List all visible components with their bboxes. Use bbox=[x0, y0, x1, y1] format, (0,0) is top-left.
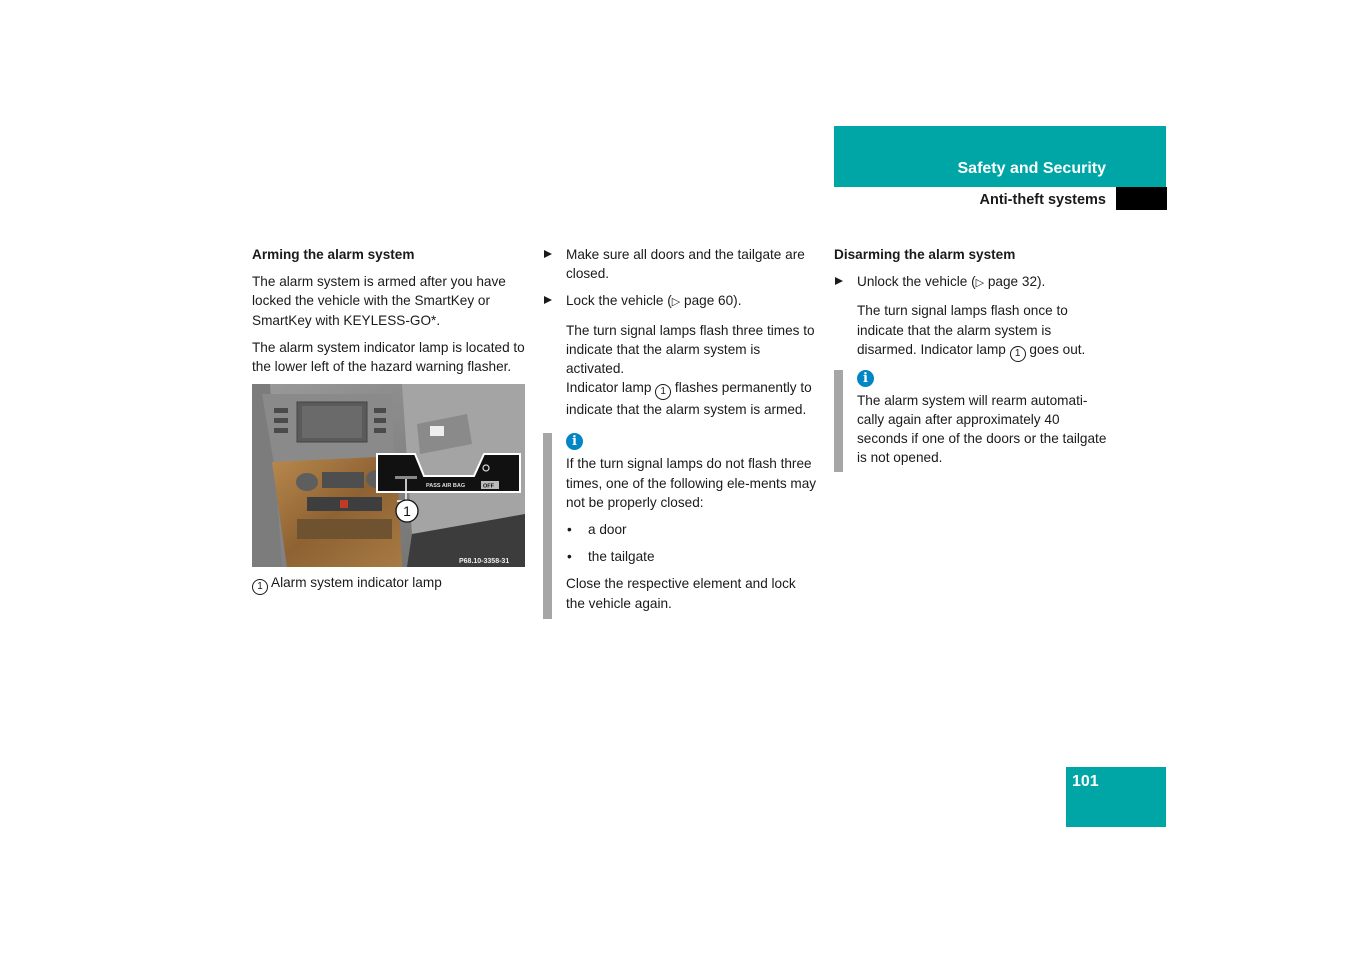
disarming-result bbox=[834, 301, 1109, 361]
bullet-dot-icon: • bbox=[567, 549, 572, 565]
caption-number: 1 bbox=[252, 579, 268, 595]
step-lock-text: Lock the vehicle ( bbox=[566, 293, 672, 309]
page-ref-arrow-icon: ▷ bbox=[671, 296, 681, 309]
indicator-number: 1 bbox=[1010, 346, 1026, 362]
panel-label: PASS AIR BAG bbox=[426, 483, 466, 490]
step-lock-page-ref: page 60). bbox=[680, 293, 742, 309]
info-note-text: If the turn signal lamps do not flash three times, one of the following ele-ments may not be properly closed: bbox=[566, 456, 817, 510]
info-bar bbox=[834, 370, 843, 472]
column-disarming bbox=[834, 245, 1109, 472]
step-unlock-vehicle bbox=[834, 272, 1109, 293]
disarming-result-text: The turn signal lamps flash once to indicate that the alarm system is disarmed. Indicator lamp 1 goes out. bbox=[857, 301, 1109, 361]
dashboard-photo bbox=[252, 384, 525, 567]
list-item: • a door bbox=[566, 520, 818, 539]
arming-result-text: The turn signal lamps flash three times to indicate that the alarm system is activated. bbox=[566, 322, 815, 377]
arrow-bullet-icon bbox=[835, 277, 843, 285]
bullet-dot-icon: • bbox=[567, 522, 572, 538]
photo-code: P68.10-3358-31 bbox=[459, 558, 510, 566]
panel-status: OFF bbox=[483, 483, 494, 490]
step-close-doors bbox=[543, 245, 818, 283]
info-icon: i bbox=[566, 433, 583, 450]
column-arming-steps bbox=[543, 245, 818, 619]
step-unlock-text: Unlock the vehicle ( bbox=[857, 274, 976, 290]
indicator-flash-text: Indicator lamp 1 flashes permanently to indicate that the alarm system is armed. bbox=[566, 380, 812, 418]
info-bar bbox=[543, 433, 552, 618]
figure-caption bbox=[252, 573, 527, 595]
indicator-number: 1 bbox=[655, 384, 671, 400]
list-item: • the tailgate bbox=[566, 547, 818, 566]
step-lock-vehicle bbox=[543, 291, 818, 312]
arrow-bullet-icon bbox=[544, 296, 552, 304]
arming-result bbox=[543, 321, 818, 420]
page-number: 101 bbox=[1072, 773, 1099, 790]
section-title: Safety and Security bbox=[957, 160, 1106, 177]
info-note-closing: Close the respective element and lock the vehicle again. bbox=[566, 576, 796, 611]
dashboard-illustration bbox=[252, 384, 525, 567]
arming-heading: Arming the alarm system bbox=[252, 247, 415, 262]
arming-intro: The alarm system is armed after you have locked the vehicle with the SmartKey or SmartKey with KEYLESS-GO*. bbox=[252, 274, 506, 328]
step-unlock-page-ref: page 32). bbox=[984, 274, 1046, 290]
disarming-heading: Disarming the alarm system bbox=[834, 247, 1016, 262]
indicator-location: The alarm system indicator lamp is located to the lower left of the hazard warning flasher. bbox=[252, 339, 525, 375]
arrow-bullet-icon bbox=[544, 250, 552, 258]
caption-text: Alarm system indicator lamp bbox=[271, 575, 442, 591]
page-ref-arrow-icon: ▷ bbox=[975, 277, 985, 290]
info-icon: i bbox=[857, 370, 874, 387]
column-arming bbox=[252, 245, 527, 603]
info-note-rearm bbox=[834, 370, 1109, 472]
subsection-title: Anti-theft systems bbox=[979, 192, 1106, 208]
chapter-tab-marker bbox=[1116, 187, 1167, 210]
info-rearm-text: The alarm system will rearm automati-cally again after approximately 40 seconds if one of the doors or the tailgate is not opened. bbox=[857, 392, 1107, 466]
info-note-not-closed bbox=[543, 433, 818, 618]
callout-number: 1 bbox=[403, 503, 411, 520]
step-close-doors-text: Make sure all doors and the tailgate are closed. bbox=[566, 247, 805, 282]
